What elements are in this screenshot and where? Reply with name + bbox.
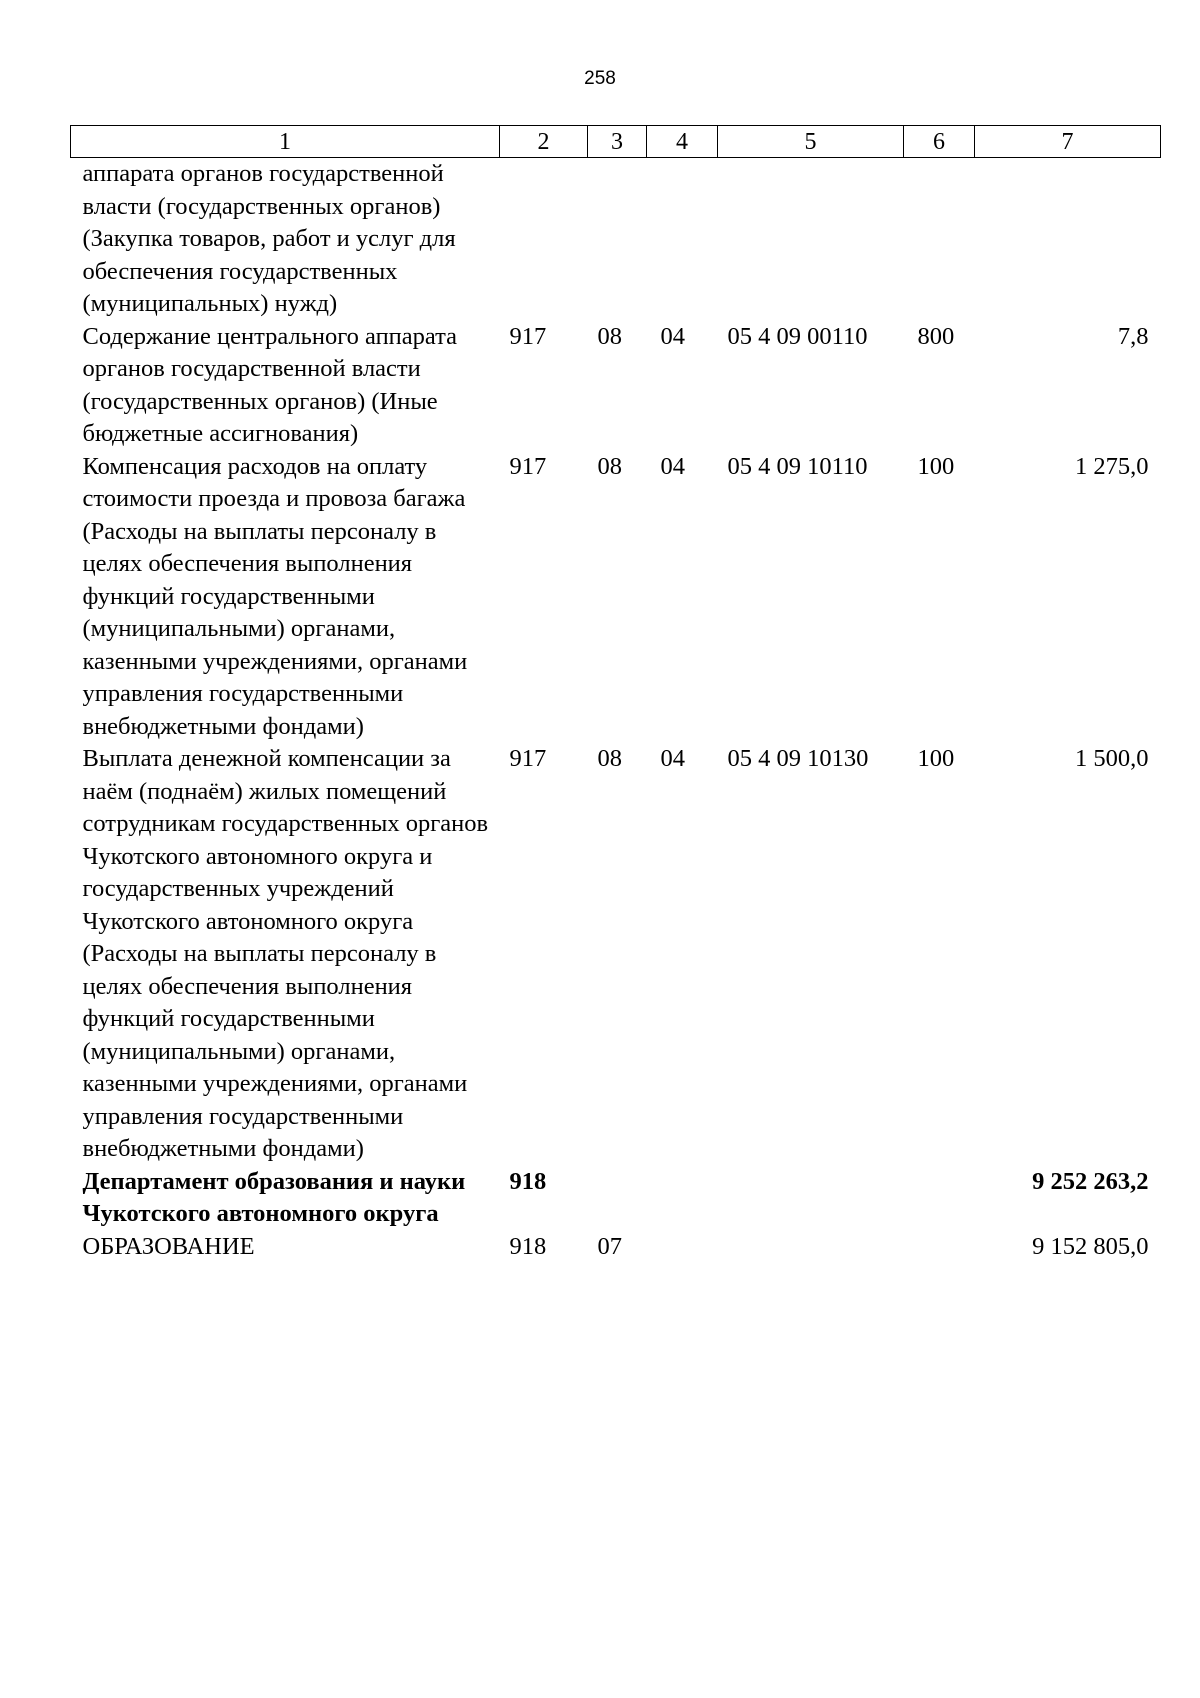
ministry-code: 917 <box>509 452 547 480</box>
target-article-code <box>718 1231 904 1264</box>
section-code <box>588 158 647 321</box>
ministry-code: 918 <box>509 1167 547 1195</box>
column-header-7: 7 <box>975 126 1161 158</box>
ministry-code <box>500 158 588 321</box>
amount: 7,8 <box>1117 322 1149 350</box>
table-row-department <box>71 1166 1161 1231</box>
column-header-1: 1 <box>71 126 500 158</box>
amount: 9 252 263,2 <box>1032 1167 1149 1195</box>
expense-name: ОБРАЗОВАНИЕ <box>82 1232 255 1260</box>
table-row <box>71 158 1161 321</box>
expense-type-code <box>904 158 975 321</box>
expense-name: Выплата денежной компенсации за наём (поднаём) жилых помещений сотрудникам государственных органов Чукотского автономного округа и государственных учреждений Чукотского автономного округа (Расходы на выплаты персоналу в целях обеспечения выполнения функций государственными (муниципальными) органами, казенными учреждениями, органами управления государственными внебюджетными фондами) <box>82 745 489 1162</box>
section-code: 08 <box>597 745 622 772</box>
expense-name: Содержание центрального аппарата органов государственной власти (государственных органов) (Иные бюджетные ассигнования) <box>82 322 458 447</box>
amount <box>975 158 1161 321</box>
subsection-code: 04 <box>660 745 685 772</box>
expense-type-code: 100 <box>917 745 955 772</box>
amount: 1 275,0 <box>1075 452 1149 480</box>
page-number: 258 <box>584 68 616 89</box>
section-code: 07 <box>597 1232 622 1260</box>
expense-type-code: 800 <box>917 322 955 350</box>
table-row <box>71 1231 1161 1264</box>
target-article-code: 05 4 09 10110 <box>727 452 868 480</box>
target-article-code: 05 4 09 10130 <box>727 745 869 772</box>
amount: 9 152 805,0 <box>1032 1232 1149 1260</box>
section-code <box>588 1166 647 1231</box>
expense-name: Компенсация расходов на оплату стоимости проезда и провоза багажа (Расходы на выплаты персоналу в целях обеспечения выполнения функций государственными (муниципальными) органами, казенными учреждениями, органами управления государственными внебюджетными фондами) <box>82 452 468 740</box>
subsection-code <box>647 158 718 321</box>
column-header-2: 2 <box>500 126 588 158</box>
column-header-3: 3 <box>588 126 647 158</box>
subsection-code <box>647 1166 718 1231</box>
subsection-code <box>647 1231 718 1264</box>
target-article-code: 05 4 09 00110 <box>727 322 868 350</box>
target-article-code <box>718 1166 904 1231</box>
amount: 1 500,0 <box>1075 745 1149 772</box>
budget-table <box>70 125 1161 1263</box>
expense-type-code <box>904 1166 975 1231</box>
expense-name: аппарата органов государственной власти (государственных органов) (Закупка товаров, работ и услуг для обеспечения государственных (муниципальных) нужд) <box>82 160 456 317</box>
section-code: 08 <box>597 322 622 350</box>
column-header-5: 5 <box>718 126 904 158</box>
ministry-code: 918 <box>509 1232 547 1260</box>
table-row <box>71 321 1161 451</box>
table-row <box>71 743 1161 1166</box>
section-code: 08 <box>597 452 622 480</box>
column-number-row <box>71 126 1161 158</box>
subsection-code: 04 <box>660 322 685 350</box>
table-row <box>71 451 1161 744</box>
ministry-code: 917 <box>509 322 547 350</box>
subsection-code: 04 <box>660 452 685 480</box>
expense-type-code: 100 <box>917 452 955 480</box>
expense-name: Департамент образования и науки Чукотского автономного округа <box>82 1167 466 1227</box>
expense-type-code <box>904 1231 975 1264</box>
column-header-4: 4 <box>647 126 718 158</box>
column-header-6: 6 <box>904 126 975 158</box>
target-article-code <box>718 158 904 321</box>
ministry-code: 917 <box>509 745 547 772</box>
